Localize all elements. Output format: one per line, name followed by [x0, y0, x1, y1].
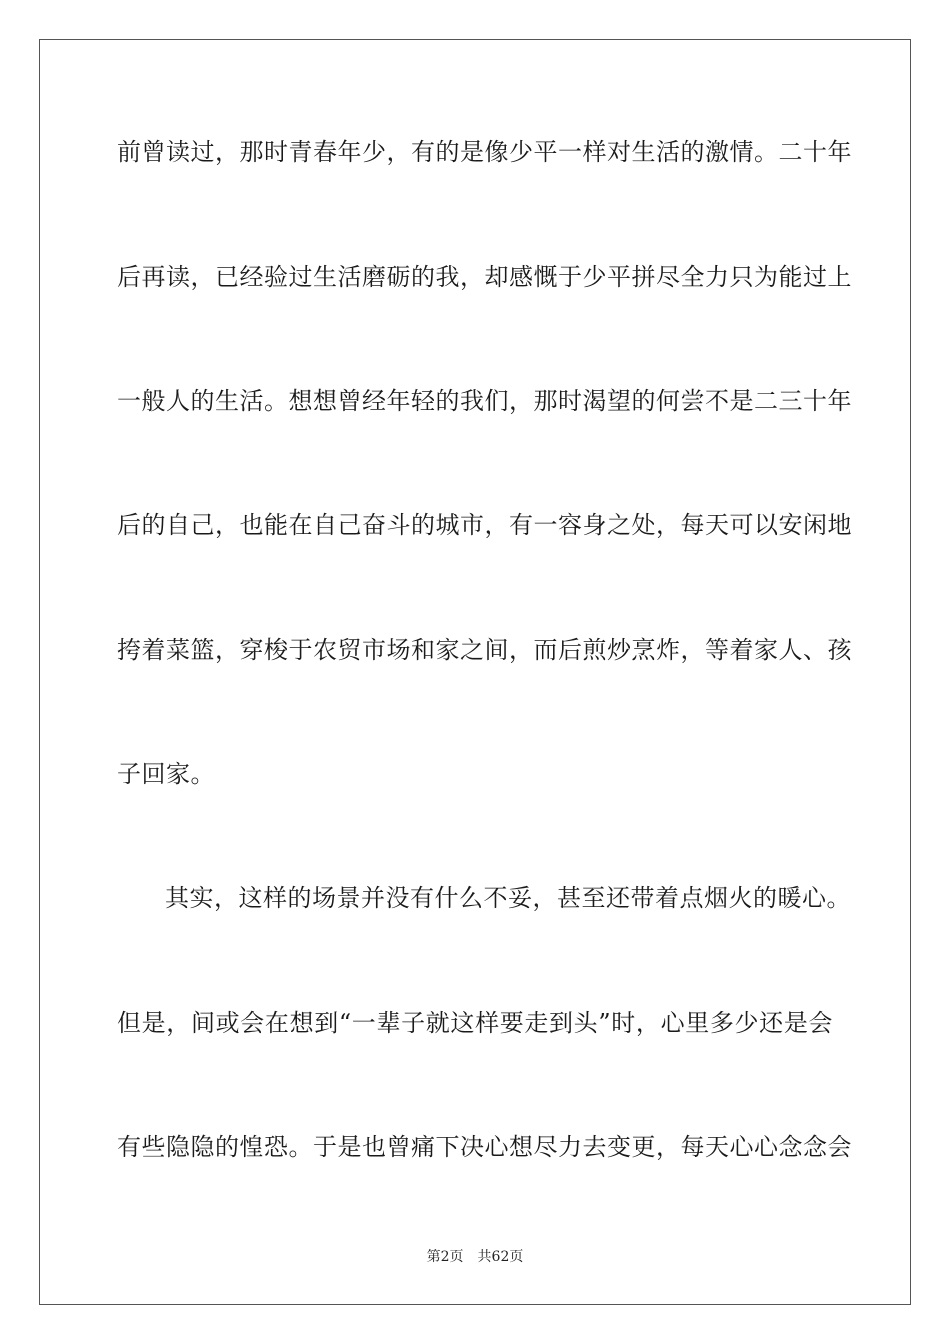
page-border: [39, 39, 911, 1305]
text-line-7-paragraph-start: 其实，这样的场景并没有什么不妥，甚至还带着点烟火的暖心。: [165, 884, 851, 912]
page-number: 第2页: [426, 1249, 464, 1265]
page-total: 共62页: [477, 1249, 524, 1265]
text-line-8: 但是，间或会在想到“一辈子就这样要走到头”时，心里多少还是会: [117, 1009, 833, 1037]
page-footer: [0, 1248, 950, 1266]
text-line-5: 挎着菜篮，穿梭于农贸市场和家之间，而后煎炒烹炸，等着家人、孩: [117, 636, 852, 664]
text-line-3: 一般人的生活。想想曾经年轻的我们，那时渴望的何尝不是二三十年: [117, 387, 852, 415]
text-line-2: 后再读，已经验过生活磨砺的我，却感慨于少平拼尽全力只为能过上: [117, 263, 852, 291]
text-line-9: 有些隐隐的惶恐。于是也曾痛下决心想尽力去变更，每天心心念念会: [117, 1133, 852, 1161]
text-line-4: 后的自己，也能在自己奋斗的城市，有一容身之处，每天可以安闲地: [117, 511, 852, 539]
text-line-1: 前曾读过，那时青春年少，有的是像少平一样对生活的激情。二十年: [117, 138, 852, 166]
text-line-6: 子回家。: [117, 760, 215, 788]
